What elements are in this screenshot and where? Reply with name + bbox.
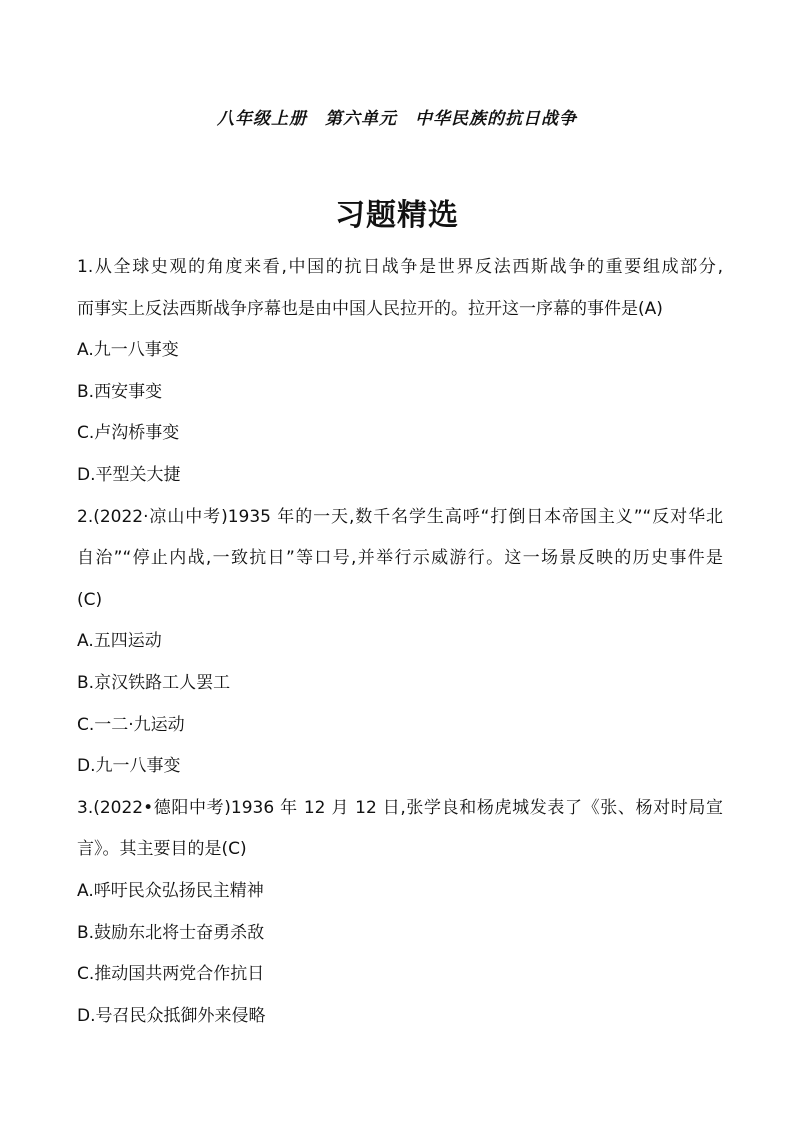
question-stem-line: 2.(2022·凉山中考)1935 年的一天,数千名学生高呼“打倒日本帝国主义”“反对华北 <box>77 506 723 527</box>
option-a: A.呼吁民众弘扬民主精神 <box>77 880 264 901</box>
option-d: D.九一八事变 <box>77 756 181 777</box>
question-3 <box>77 788 723 1038</box>
question-stem-line: (C) <box>77 589 103 610</box>
question-2 <box>77 497 723 788</box>
option-c: C.一二·九运动 <box>77 714 185 735</box>
question-stem-line: 言》。其主要目的是(C) <box>77 839 247 860</box>
option-a: A.九一八事变 <box>77 340 179 361</box>
question-stem-line: 而事实上反法西斯战争序幕也是由中国人民拉开的。拉开这一序幕的事件是(A) <box>77 298 663 319</box>
question-stem-line: 1.从全球史观的角度来看,中国的抗日战争是世界反法西斯战争的重要组成部分, <box>77 257 723 277</box>
option-d: D.号召民众抵御外来侵略 <box>77 1005 266 1026</box>
option-c: C.推动国共两党合作抗日 <box>77 964 265 985</box>
question-stem-line: 3.(2022•德阳中考)1936 年 12 月 12 日,张学良和杨虎城发表了《张、杨对时局宣 <box>77 797 723 818</box>
question-1 <box>77 247 723 497</box>
question-stem-line: 自治”“停止内战,一致抗日”等口号,并举行示威游行。这一场景反映的历史事件是 <box>77 548 723 569</box>
unit-header: 八年级上册 第六单元 中华民族的抗日战争 <box>217 109 577 129</box>
page-title: 习题精选 <box>335 198 459 233</box>
option-b: B.京汉铁路工人罢工 <box>77 672 231 693</box>
option-b: B.西安事变 <box>77 381 163 402</box>
question-list <box>77 247 723 1037</box>
option-a: A.五四运动 <box>77 631 162 652</box>
option-d: D.平型关大捷 <box>77 464 181 485</box>
option-b: B.鼓励东北将士奋勇杀敌 <box>77 922 265 943</box>
option-c: C.卢沟桥事变 <box>77 423 180 444</box>
